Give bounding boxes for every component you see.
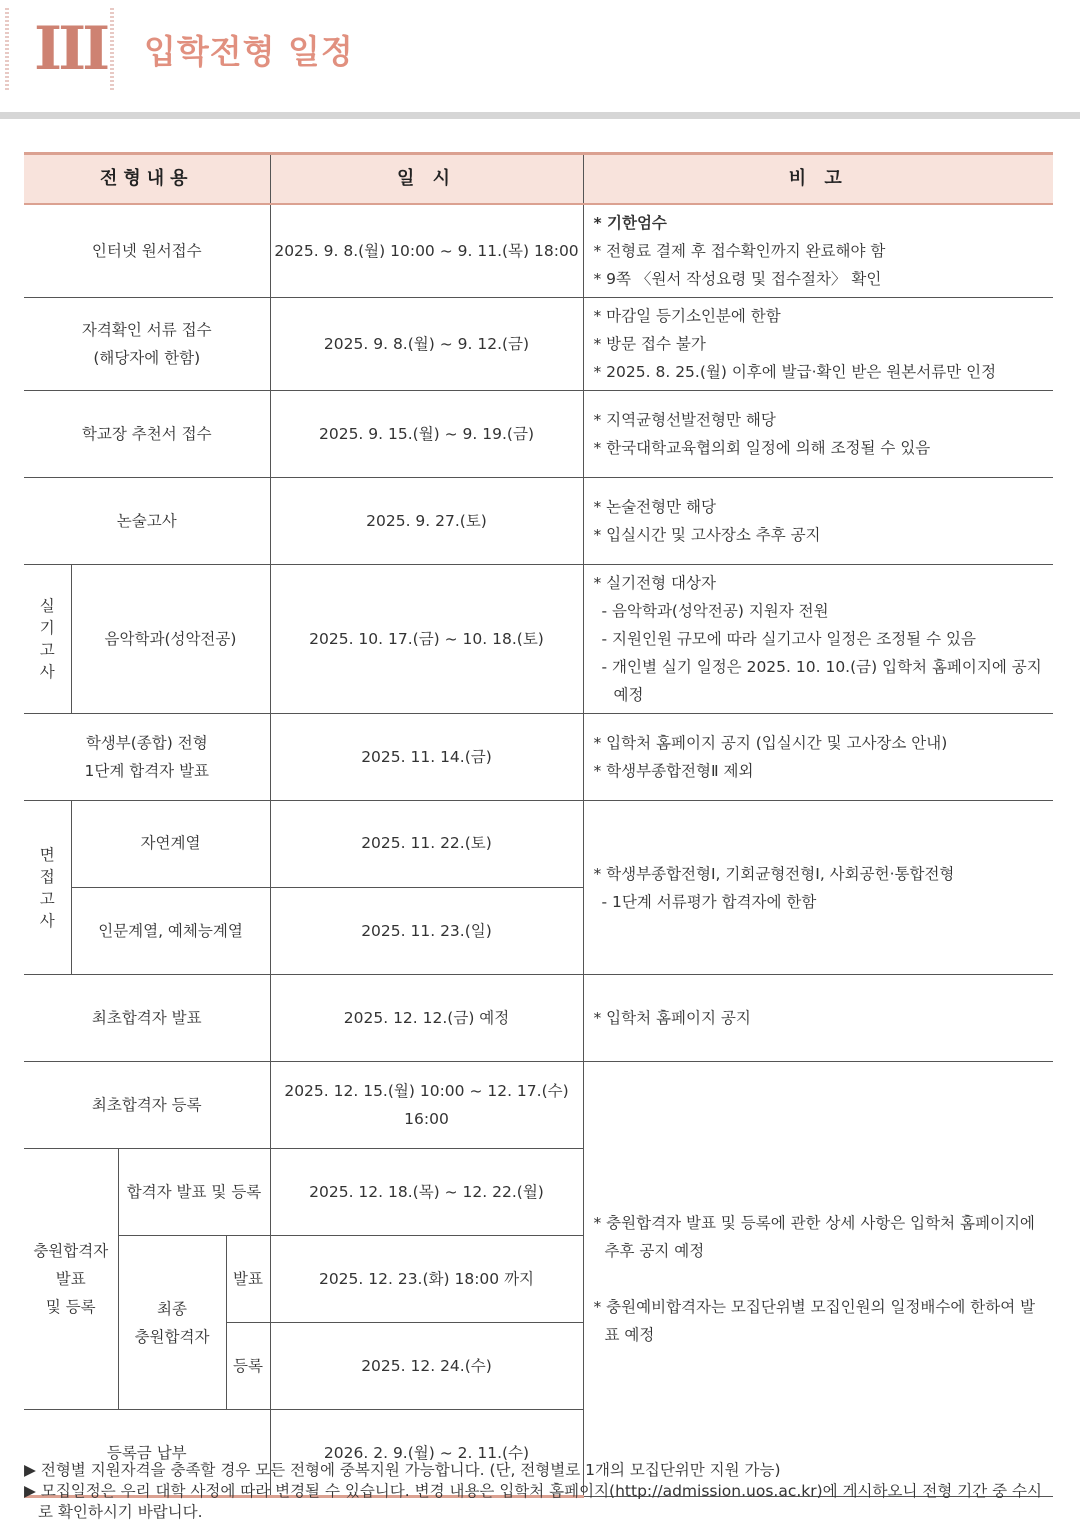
row-label <box>24 298 270 391</box>
decorative-dots <box>5 8 9 92</box>
row-date: 2025. 12. 23.(화) 18:00 까지 <box>270 1236 583 1323</box>
footnotes <box>24 1460 1056 1523</box>
row-label-line: 1단계 합격자 발표 <box>84 762 210 780</box>
note-line: * 입실시간 및 고사장소 추후 공지 <box>593 526 821 544</box>
row-label-line: 학생부(종합) 전형 <box>85 734 208 752</box>
note-line: * 학생부종합전형Ⅱ 제외 <box>593 762 754 780</box>
table-row <box>24 975 1053 1062</box>
note-line: - 지원인원 규모에 따라 실기고사 일정은 조정될 수 있음 <box>601 630 976 648</box>
note-line: * 마감일 등기소인분에 한함 <box>593 307 781 325</box>
row-note <box>583 565 1053 714</box>
row-label-line: (해당자에 한함) <box>93 349 201 367</box>
table-row <box>24 801 1053 888</box>
row-label <box>24 714 270 801</box>
table-row <box>24 298 1053 391</box>
note-line: * 지역균형선발전형만 해당 <box>593 411 776 429</box>
row-note <box>583 204 1053 298</box>
table-row <box>24 1062 1053 1149</box>
note-line: * 9쪽 〈원서 작성요령 및 접수절차〉 확인 <box>593 270 882 288</box>
row-date: 2025. 9. 15.(월) ~ 9. 19.(금) <box>270 391 583 478</box>
row-label-line: 충원합격자 <box>134 1327 210 1346</box>
group-label-line: 충원합격자 <box>33 1242 109 1260</box>
footnote: ▶ 모집일정은 우리 대학 사정에 따라 변경될 수 있습니다. 변경 내용은 입학처 홈페이지(http://admission.uos.ac.kr)에 게시하오니 전형 기간 중 수시로 확인하시기 바랍니다. <box>24 1482 1042 1521</box>
table-row <box>24 391 1053 478</box>
footnote: ▶ 전형별 지원자격을 충족할 경우 모든 전형에 중복지원 가능합니다. (단, 전형별로 1개의 모집단위만 지원 가능) <box>24 1461 781 1479</box>
row-note <box>583 1062 1053 1497</box>
row-date: 2025. 9. 8.(월) 10:00 ~ 9. 11.(목) 18:00 <box>270 204 583 298</box>
row-date: 2025. 12. 18.(목) ~ 12. 22.(월) <box>270 1149 583 1236</box>
group-label-additional <box>24 1149 118 1410</box>
group-char: 사 <box>39 663 55 681</box>
section-number: III <box>34 14 107 84</box>
group-char: 실 <box>39 597 55 615</box>
row-date: 2025. 9. 27.(토) <box>270 478 583 565</box>
column-header: 일 시 <box>270 154 583 205</box>
group-char: 접 <box>39 867 55 886</box>
group-char: 사 <box>39 911 55 930</box>
note-line: * 입학처 홈페이지 공지 (입실시간 및 고사장소 안내) <box>593 734 948 752</box>
row-date: 2025. 12. 24.(수) <box>270 1323 583 1410</box>
row-label: 음악학과(성악전공) <box>71 565 270 714</box>
group-char: 면 <box>39 845 55 864</box>
note-line: * 학생부종합전형Ⅰ, 기회균형전형Ⅰ, 사회공헌·통합전형 <box>593 864 955 883</box>
row-date: 2025. 11. 23.(일) <box>270 888 583 975</box>
row-note <box>583 801 1053 975</box>
header-divider <box>0 112 1080 119</box>
table-row <box>24 565 1053 714</box>
group-char: 고 <box>39 889 55 908</box>
schedule-table <box>24 152 1053 1498</box>
note-line: * 전형료 결제 후 접수확인까지 완료해야 함 <box>593 242 886 260</box>
row-label: 등록금 납부 <box>24 1410 270 1497</box>
row-label: 인문계열, 예체능계열 <box>71 888 270 975</box>
note-line: * 방문 접수 불가 <box>593 335 706 353</box>
row-note <box>583 478 1053 565</box>
row-label: 자연계열 <box>71 801 270 888</box>
note-line: - 음악학과(성악전공) 지원자 전원 <box>601 602 829 620</box>
column-header: 비 고 <box>583 154 1053 205</box>
row-date: 2025. 12. 15.(월) 10:00 ~ 12. 17.(수) 16:00 <box>270 1062 583 1149</box>
group-char: 기 <box>39 619 55 637</box>
note-line: * 충원예비합격자는 모집단위별 모집인원의 일정배수에 한하여 발표 예정 <box>593 1298 1036 1344</box>
row-date: 2025. 12. 12.(금) 예정 <box>270 975 583 1062</box>
group-label-interview <box>24 801 71 975</box>
section-header <box>0 0 1080 120</box>
row-note <box>583 391 1053 478</box>
row-note <box>583 714 1053 801</box>
note-line: * 2025. 8. 25.(월) 이후에 발급·확인 받은 원본서류만 인정 <box>593 363 997 381</box>
table-header-row <box>24 154 1053 205</box>
group-label-line: 및 등록 <box>45 1298 96 1316</box>
row-label: 인터넷 원서접수 <box>24 204 270 298</box>
row-label: 최초합격자 등록 <box>24 1062 270 1149</box>
decorative-dots <box>110 8 114 92</box>
page-title: 입학전형 일정 <box>144 32 354 71</box>
row-label-line: 최종 <box>157 1299 187 1318</box>
group-char: 고 <box>39 641 55 659</box>
row-note <box>583 975 1053 1062</box>
table-row <box>24 204 1053 298</box>
sub-label: 발표 <box>226 1236 270 1323</box>
sub-label: 등록 <box>226 1323 270 1410</box>
row-date: 2025. 9. 8.(월) ~ 9. 12.(금) <box>270 298 583 391</box>
row-note <box>583 298 1053 391</box>
note-line: - 개인별 실기 일정은 2025. 10. 10.(금) 입학처 홈페이지에 공지 예정 <box>601 658 1042 704</box>
row-date: 2026. 2. 9.(월) ~ 2. 11.(수) <box>270 1410 583 1497</box>
note-line: * 입학처 홈페이지 공지 <box>593 1009 751 1027</box>
row-date: 2025. 11. 22.(토) <box>270 801 583 888</box>
row-label: 합격자 발표 및 등록 <box>118 1149 270 1236</box>
group-label-line: 발표 <box>55 1270 86 1288</box>
row-date: 2025. 10. 17.(금) ~ 10. 18.(토) <box>270 565 583 714</box>
note-line: * 실기전형 대상자 <box>593 574 716 592</box>
row-label: 최초합격자 발표 <box>24 975 270 1062</box>
note-line: * 논술전형만 해당 <box>593 498 716 516</box>
table-row <box>24 714 1053 801</box>
row-label: 학교장 추천서 접수 <box>24 391 270 478</box>
row-date: 2025. 11. 14.(금) <box>270 714 583 801</box>
table-row <box>24 478 1053 565</box>
note-line: * 충원합격자 발표 및 등록에 관한 상세 사항은 입학처 홈페이지에 추후 공지 예정 <box>593 1214 1035 1260</box>
note-line: * 기한엄수 <box>593 214 667 232</box>
group-label-practical <box>24 565 71 714</box>
note-line: * 한국대학교육협의회 일정에 의해 조정될 수 있음 <box>593 439 931 457</box>
note-line: - 1단계 서류평가 합격자에 한함 <box>601 892 817 911</box>
row-label: 논술고사 <box>24 478 270 565</box>
row-label-line: 자격확인 서류 접수 <box>81 321 212 339</box>
row-label <box>118 1236 226 1410</box>
column-header: 전형내용 <box>24 154 270 205</box>
